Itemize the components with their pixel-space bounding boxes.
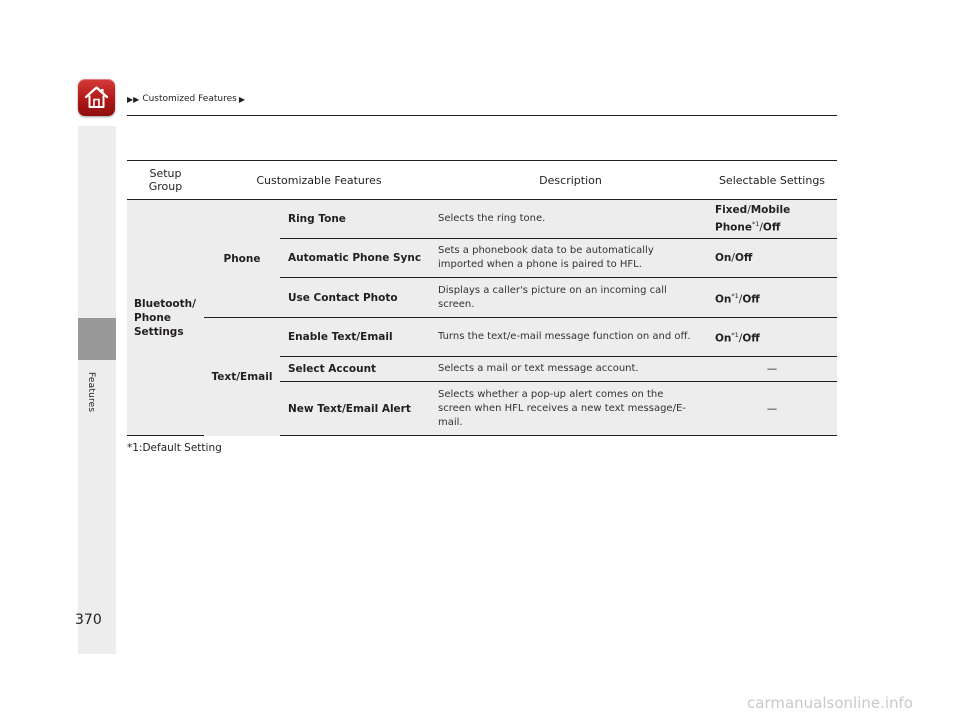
feature-name: Automatic Phone Sync bbox=[280, 239, 434, 278]
feature-description: Displays a caller's picture on an incoming call screen. bbox=[434, 278, 707, 318]
selectable-setting: Fixed/Mobile Phone$^{*1}$/Off bbox=[707, 200, 837, 239]
table-row bbox=[127, 200, 837, 239]
breadcrumb[interactable] bbox=[127, 94, 245, 104]
footnote: *1:Default Setting bbox=[127, 442, 222, 454]
sidebar-strip bbox=[78, 126, 116, 654]
subgroup-text-email: Text/Email bbox=[204, 318, 280, 436]
selectable-setting: — bbox=[707, 382, 837, 436]
feature-name: Ring Tone bbox=[280, 200, 434, 239]
feature-name: New Text/Email Alert bbox=[280, 382, 434, 436]
feature-description: Sets a phonebook data to be automatically imported when a phone is paired to HFL. bbox=[434, 239, 707, 278]
feature-description: Selects a mail or text message account. bbox=[434, 357, 707, 382]
feature-description: Selects the ring tone. bbox=[434, 200, 707, 239]
breadcrumb-section[interactable]: Customized Features bbox=[142, 94, 237, 104]
header-setup-group: Setup Group bbox=[127, 161, 204, 200]
subgroup-phone: Phone bbox=[204, 200, 280, 318]
home-icon bbox=[83, 84, 110, 111]
selectable-setting: On/Off bbox=[707, 239, 837, 278]
feature-name: Use Contact Photo bbox=[280, 278, 434, 318]
table-row bbox=[127, 318, 837, 357]
feature-name: Enable Text/Email bbox=[280, 318, 434, 357]
feature-description: Selects whether a pop-up alert comes on the screen when HFL receives a new text message/E-mail. bbox=[434, 382, 707, 436]
sidebar-section-label: Features bbox=[86, 372, 96, 413]
header-customizable-features: Customizable Features bbox=[204, 161, 434, 200]
selectable-setting: On$^{*1}$/Off bbox=[707, 278, 837, 318]
selectable-setting: — bbox=[707, 357, 837, 382]
setup-group-cell: Bluetooth/ Phone Settings bbox=[127, 200, 204, 436]
feature-description: Turns the text/e-mail message function on and off. bbox=[434, 318, 707, 357]
selectable-setting: On$^{*1}$/Off bbox=[707, 318, 837, 357]
breadcrumb-arrows: ▶▶ bbox=[127, 94, 140, 104]
breadcrumb-end-arrow: ▶ bbox=[238, 94, 245, 104]
customization-table bbox=[127, 160, 837, 436]
header-selectable-settings: Selectable Settings bbox=[707, 161, 837, 200]
sidebar-section-tab[interactable] bbox=[78, 318, 116, 360]
page-number: 370 bbox=[75, 612, 102, 628]
home-button[interactable] bbox=[78, 79, 115, 116]
table-header-row bbox=[127, 161, 837, 200]
feature-name: Select Account bbox=[280, 357, 434, 382]
header-description: Description bbox=[434, 161, 707, 200]
header-rule bbox=[127, 115, 837, 116]
watermark: carmanualsonline.info bbox=[747, 694, 913, 712]
